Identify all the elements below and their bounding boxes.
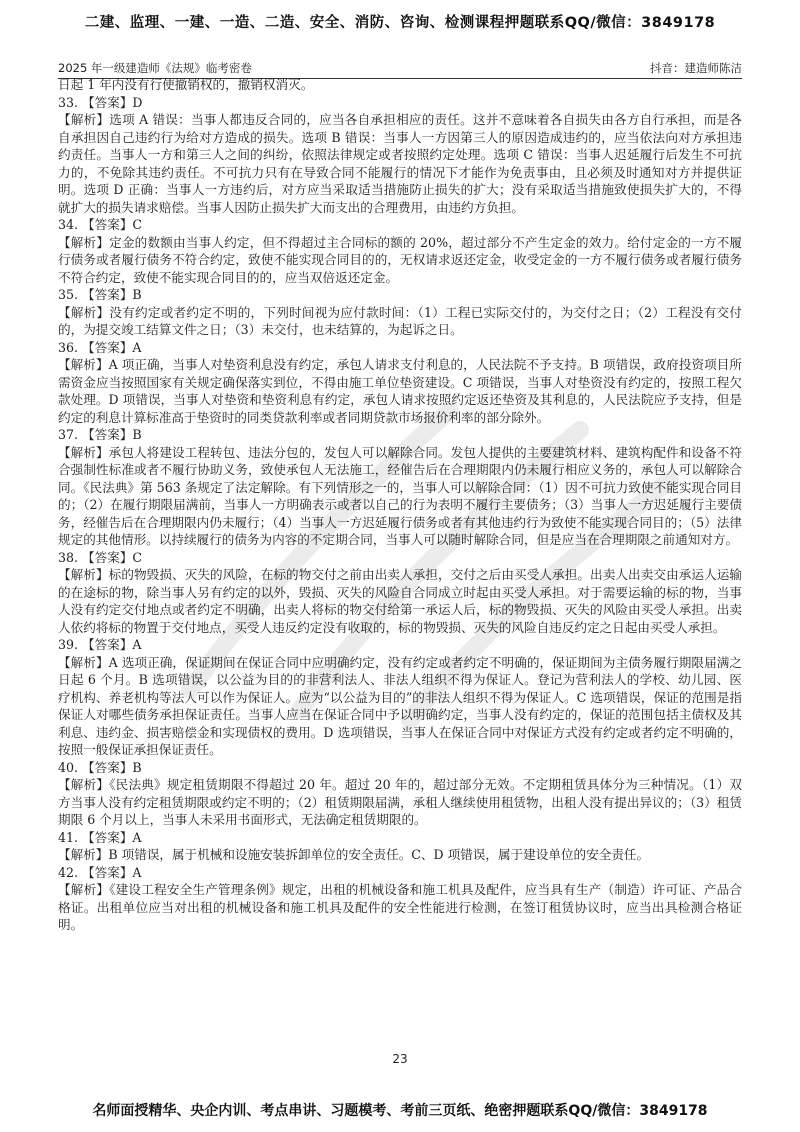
- answer-37: 37. 【答案】B: [58, 427, 142, 442]
- explanation-42: 【解析】《建设工程安全生产管理条例》规定，出租的机械设备和施工机具及配件，应当具有生产（制造）许可证、产品合格证。出租单位应当对出租的机械设备和施工机具及配件的安全性能进行检测，在签订租赁协议时，应当出具检测合格证明。: [58, 882, 742, 932]
- answer-39: 39. 【答案】A: [58, 637, 142, 652]
- bottom-banner: 名师面授精华、央企内训、考点串讲、习题模考、考前三页纸、绝密押题联系QQ/微信：3849178: [92, 1103, 708, 1119]
- explanation-36: 【解析】A 项正确，当事人对垫资利息没有约定，承包人请求支付利息的，人民法院不予支持。B 项错误，政府投资项目所需资金应当按照国家有关规定确保落实到位，不得由施工单位垫资建设。C 项错误，当事人对垫资没有约定的，按照工程欠款处理。D 项错误，当事人对垫资和垫资利息有约定，承包人请求按照约定返还垫资及其利息的，人民法院应予支持，但是约定的利息计算标准高于垫资时的同类贷款利率或者同期贷款市场报价利率的部分除外。: [58, 357, 742, 425]
- header-author: 抖音：建造师陈洁: [650, 61, 742, 75]
- top-banner: 二建、监理、一建、一造、二造、安全、消防、咨询、检测课程押题联系QQ/微信：3849178: [84, 14, 716, 31]
- answer-35: 35. 【答案】B: [58, 287, 142, 302]
- header-title: 2025 年一级建造师《法规》临考密卷: [58, 61, 252, 75]
- answer-33: 33. 【答案】D: [58, 94, 143, 110]
- paragraph: 日起 1 年内没有行使撤销权的，撤销权消灭。: [58, 77, 314, 92]
- answer-explanations: [58, 76, 742, 1048]
- page-number: 23: [392, 1052, 408, 1066]
- explanation-34: 【解析】定金的数额由当事人约定，但不得超过主合同标的额的 20%，超过部分不产生定金的效力。给付定金的一方不履行债务或者履行债务不符合约定，致使不能实现合同目的的，无权请求返还定金，收受定金的一方不履行债务或者履行债务不符合约定，致使不能实现合同目的的，应当双倍返还定金。: [58, 234, 742, 285]
- explanation-35: 【解析】没有约定或者约定不明的，下列时间视为应付款时间：（1）工程已实际交付的，为交付之日；（2）工程没有交付的，为提交竣工结算文件之日；（3）未交付，也未结算的，为起诉之日。: [58, 304, 742, 337]
- answer-42: 42. 【答案】A: [58, 864, 142, 880]
- explanation-33: 【解析】选项 A 错误：当事人都违反合同的，应当各自承担相应的责任。这并不意味着各自损失由各方自行承担，而是各自承担因自己违约行为给对方造成的损失。选项 B 错误：当事人一方因第三人的原因造成违约的，应当依法向对方承担违约责任。当事人一方和第三人之间的纠纷，依照法律规定或者按照约定处理。选项 C 错误：当事人迟延履行后发生不可抗力的，不免除其违约责任。不可抗力只有在导致合同不能履行的情况下才能作为免责事由，且必须及时通知对方并提供证明。选项 D 正确：当事人一方违约后，对方应当采取适当措施防止损失的扩大；没有采取适当措施致使损失扩大的，不得就扩大的损失请求赔偿。当事人因防止损失扩大而支出的合理费用，由违约方负担。: [58, 112, 742, 215]
- answer-40: 40. 【答案】B: [58, 759, 142, 775]
- explanation-40: 【解析】《民法典》规定租赁期限不得超过 20 年。超过 20 年的，超过部分无效。不定期租赁具体分为三种情况。（1）双方当事人没有约定租赁期限或约定不明的；（2）租赁期限届满，承租人继续使用租赁物，出租人没有提出异议的；（3）租赁期限 6 个月以上，当事人未采用书面形式，无法确定租赁期限的。: [58, 777, 742, 827]
- answer-38: 38. 【答案】C: [58, 549, 143, 565]
- answer-36: 36. 【答案】A: [58, 339, 142, 355]
- explanation-38: 【解析】标的物毁损、灭失的风险，在标的物交付之前由出卖人承担，交付之后由买受人承担。出卖人出卖交由承运人运输的在途标的物，除当事人另有约定的以外，毁损、灭失的风险自合同成立时起由买受人承担。对于需要运输的标的物，当事人没有约定交付地点或者约定不明确，出卖人将标的物交付给第一承运人后，标的物毁损、灭失的风险由买受人承担。出卖人依约将标的物置于交付地点，买受人违反约定没有收取的，标的物毁损、灭失的风险自违反约定之日起由买受人承担。: [58, 567, 742, 635]
- explanation-37: 【解析】承包人将建设工程转包、违法分包的，发包人可以解除合同。发包人提供的主要建筑材料、建筑构配件和设备不符合强制性标准或者不履行协助义务，致使承包人无法施工，经催告后在合理期限内仍未履行相应义务的，承包人可以解除合同。《民法典》第 563 条规定了法定解除。有下列情形之一的，当事人可以解除合同：（1）因不可抗力致使不能实现合同目的；（2）在履行期限届满前，当事人一方明确表示或者以自己的行为表明不履行主要债务；（3）当事人一方迟延履行主要债务，经催告后在合理期限内仍未履行；（4）当事人一方迟延履行债务或者有其他违约行为致使不能实现合同目的；（5）法律规定的其他情形。以持续履行的债务为内容的不定期合同，当事人可以随时解除合同，但是应当在合理期限之前通知对方。: [58, 444, 742, 547]
- answer-34: 34. 【答案】C: [58, 217, 143, 232]
- answer-41: 41. 【答案】A: [58, 829, 142, 845]
- explanation-39: 【解析】A 选项正确，保证期间在保证合同中应明确约定，没有约定或者约定不明确的，保证期间为主债务履行期限届满之日起 6 个月。B 选项错误，以公益为目的的非营利法人、非法人组织不得为保证人。登记为营利法人的学校、幼儿园、医疗机构、养老机构等法人可以作为保证人。应为“以公益为目的”的非法人组织不得为保证人。C 选项错误，保证的范围是指保证人对哪些债务承担保证责任。当事人应当在保证合同中予以明确约定，当事人没有约定的，保证的范围包括主债权及其利息、违约金、损害赔偿金和实现债权的费用。D 选项错误，当事人在保证合同中对保证方式没有约定或者约定不明确的，按照一般保证承担保证责任。: [58, 654, 742, 757]
- explanation-41: 【解析】B 项错误，属于机械和设施安装拆卸单位的安全责任。C、D 项错误，属于建设单位的安全责任。: [58, 847, 650, 862]
